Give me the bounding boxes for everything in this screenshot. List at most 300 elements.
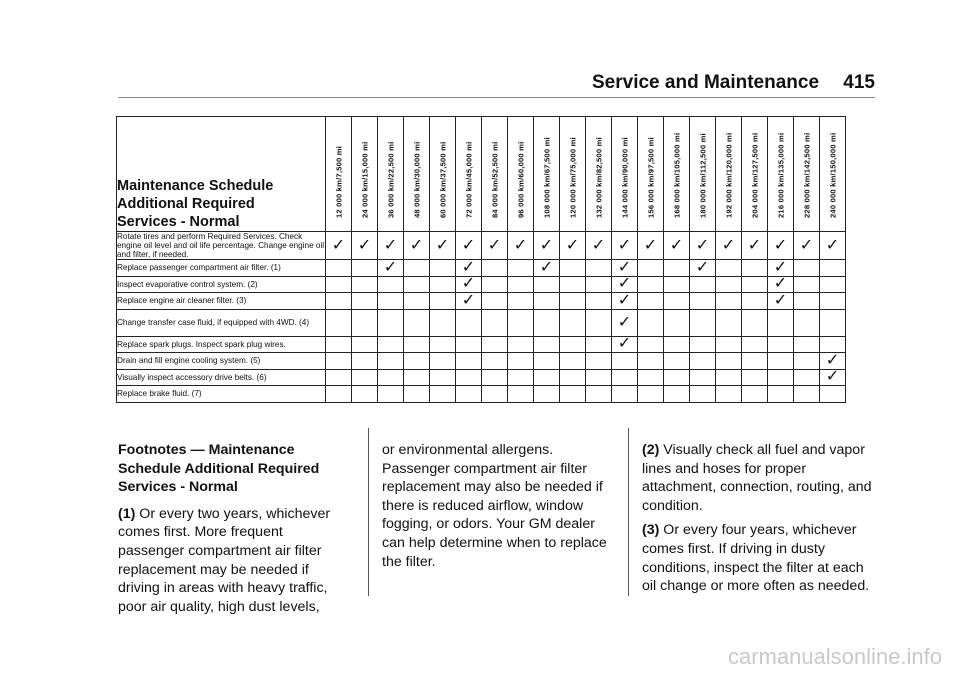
schedule-cell bbox=[612, 309, 638, 336]
interval-column-header bbox=[716, 117, 742, 232]
schedule-cell bbox=[768, 369, 794, 386]
interval-column-header bbox=[378, 117, 404, 232]
schedule-cell bbox=[664, 386, 690, 403]
interval-label: 96 000 km/60,000 mi bbox=[516, 141, 525, 218]
schedule-cell bbox=[586, 369, 612, 386]
interval-column-header bbox=[794, 117, 820, 232]
schedule-cell bbox=[430, 260, 456, 277]
service-item: Rotate tires and perform Required Services. Check engine oil level and oil life percentage. Change engine oil and filter, if needed. bbox=[117, 232, 325, 259]
schedule-cell bbox=[768, 232, 794, 260]
schedule-cell bbox=[742, 276, 768, 293]
check-icon: ✓ bbox=[487, 236, 502, 254]
schedule-cell bbox=[638, 386, 664, 403]
schedule-cell bbox=[456, 260, 482, 277]
table-row bbox=[117, 293, 846, 310]
schedule-cell bbox=[742, 369, 768, 386]
footnotes-column-1 bbox=[118, 441, 350, 622]
schedule-cell bbox=[404, 369, 430, 386]
schedule-cell bbox=[820, 336, 846, 353]
interval-label: 228 000 km/142,500 mi bbox=[802, 132, 811, 218]
schedule-cell bbox=[560, 336, 586, 353]
interval-column-header bbox=[690, 117, 716, 232]
service-item: Replace passenger compartment air filter. (1) bbox=[117, 260, 326, 277]
schedule-cell bbox=[430, 336, 456, 353]
schedule-cell bbox=[326, 353, 352, 370]
schedule-cell bbox=[508, 232, 534, 260]
interval-label: 84 000 km/52,500 mi bbox=[490, 141, 499, 218]
header-rule bbox=[118, 97, 875, 98]
schedule-cell bbox=[404, 353, 430, 370]
table-heading-line: Maintenance Schedule bbox=[117, 178, 274, 194]
schedule-cell bbox=[404, 293, 430, 310]
check-icon: ✓ bbox=[539, 236, 554, 254]
schedule-cell bbox=[794, 293, 820, 310]
check-icon: ✓ bbox=[825, 368, 840, 386]
schedule-cell bbox=[690, 369, 716, 386]
schedule-cell bbox=[742, 386, 768, 403]
schedule-cell bbox=[404, 386, 430, 403]
schedule-cell bbox=[326, 369, 352, 386]
schedule-cell bbox=[716, 369, 742, 386]
check-icon: ✓ bbox=[773, 291, 788, 309]
schedule-cell bbox=[378, 336, 404, 353]
schedule-cell bbox=[612, 232, 638, 260]
schedule-cell bbox=[456, 386, 482, 403]
table-row bbox=[117, 232, 846, 260]
table-heading-line: Additional Required bbox=[117, 196, 255, 212]
schedule-cell bbox=[586, 336, 612, 353]
schedule-cell bbox=[352, 276, 378, 293]
schedule-cell bbox=[508, 309, 534, 336]
schedule-cell bbox=[690, 232, 716, 260]
schedule-cell bbox=[690, 386, 716, 403]
column-divider bbox=[628, 428, 629, 596]
schedule-cell bbox=[560, 260, 586, 277]
interval-column-header bbox=[404, 117, 430, 232]
schedule-cell bbox=[404, 276, 430, 293]
schedule-cell bbox=[664, 232, 690, 260]
check-icon: ✓ bbox=[825, 351, 840, 369]
schedule-cell bbox=[378, 260, 404, 277]
schedule-cell bbox=[664, 293, 690, 310]
service-item: Replace brake fluid. (7) bbox=[117, 386, 326, 403]
schedule-cell bbox=[352, 386, 378, 403]
schedule-cell bbox=[482, 309, 508, 336]
schedule-cell bbox=[716, 336, 742, 353]
schedule-cell bbox=[768, 386, 794, 403]
schedule-cell bbox=[586, 293, 612, 310]
schedule-cell bbox=[378, 309, 404, 336]
schedule-cell bbox=[664, 260, 690, 277]
schedule-cell bbox=[768, 260, 794, 277]
footnotes-column-2 bbox=[382, 441, 614, 577]
interval-column-header bbox=[560, 117, 586, 232]
schedule-cell bbox=[742, 232, 768, 260]
schedule-cell bbox=[664, 353, 690, 370]
schedule-cell bbox=[612, 353, 638, 370]
schedule-cell bbox=[404, 260, 430, 277]
table-heading-line: Services - Normal bbox=[117, 214, 240, 230]
schedule-cell bbox=[352, 309, 378, 336]
schedule-cell bbox=[560, 369, 586, 386]
service-item: Drain and fill engine cooling system. (5) bbox=[117, 353, 326, 370]
schedule-cell bbox=[326, 276, 352, 293]
schedule-cell bbox=[352, 260, 378, 277]
service-item: Replace spark plugs. Inspect spark plug wires. bbox=[117, 336, 326, 353]
schedule-cell bbox=[612, 293, 638, 310]
schedule-cell bbox=[586, 353, 612, 370]
schedule-cell bbox=[638, 293, 664, 310]
schedule-cell bbox=[534, 293, 560, 310]
check-icon: ✓ bbox=[669, 236, 684, 254]
schedule-cell bbox=[482, 260, 508, 277]
schedule-cell bbox=[820, 353, 846, 370]
schedule-cell bbox=[794, 232, 820, 260]
table-heading bbox=[117, 117, 326, 232]
schedule-cell bbox=[534, 336, 560, 353]
schedule-cell bbox=[430, 293, 456, 310]
schedule-cell bbox=[742, 309, 768, 336]
check-icon: ✓ bbox=[773, 236, 788, 254]
schedule-cell bbox=[456, 232, 482, 260]
schedule-cell bbox=[508, 336, 534, 353]
check-icon: ✓ bbox=[617, 275, 632, 293]
table-row bbox=[117, 260, 846, 277]
footnote-3-label: (3) bbox=[642, 522, 660, 539]
schedule-cell bbox=[560, 232, 586, 260]
interval-label: 216 000 km/135,000 mi bbox=[776, 132, 785, 218]
schedule-cell bbox=[326, 386, 352, 403]
footnotes-title: Footnotes — Maintenance Schedule Additional Required Services - Normal bbox=[118, 442, 320, 496]
schedule-cell bbox=[404, 232, 430, 260]
schedule-cell bbox=[430, 309, 456, 336]
service-item: Replace engine air cleaner filter. (3) bbox=[117, 293, 326, 310]
schedule-cell bbox=[794, 276, 820, 293]
service-item: Visually inspect accessory drive belts. (6) bbox=[117, 369, 326, 386]
schedule-cell bbox=[534, 386, 560, 403]
footnote-3-text: Or every four years, whichever comes first. If driving in dusty conditions, inspect the filter at each oil change or more often as needed. bbox=[642, 522, 870, 595]
check-icon: ✓ bbox=[695, 258, 710, 276]
schedule-cell bbox=[534, 309, 560, 336]
schedule-cell bbox=[378, 386, 404, 403]
interval-label: 60 000 km/37,500 mi bbox=[438, 141, 447, 218]
check-icon: ✓ bbox=[539, 258, 554, 276]
interval-column-header bbox=[482, 117, 508, 232]
schedule-cell bbox=[742, 336, 768, 353]
schedule-cell bbox=[638, 232, 664, 260]
footnotes-column-3 bbox=[642, 441, 878, 602]
page-number: 415 bbox=[843, 72, 875, 93]
schedule-cell bbox=[716, 260, 742, 277]
interval-label: 24 000 km/15,000 mi bbox=[360, 141, 369, 218]
schedule-cell bbox=[664, 309, 690, 336]
schedule-cell bbox=[560, 386, 586, 403]
check-icon: ✓ bbox=[357, 236, 372, 254]
interval-column-header bbox=[352, 117, 378, 232]
schedule-cell bbox=[456, 353, 482, 370]
schedule-cell bbox=[820, 309, 846, 336]
interval-column-header bbox=[820, 117, 846, 232]
footnote-1 bbox=[118, 505, 350, 617]
footnote-3 bbox=[642, 521, 878, 595]
interval-label: 12 000 km/7,500 mi bbox=[334, 146, 343, 218]
schedule-cell bbox=[482, 276, 508, 293]
schedule-cell bbox=[482, 293, 508, 310]
footnote-1-label: (1) bbox=[118, 505, 136, 522]
schedule-cell bbox=[508, 260, 534, 277]
interval-column-header bbox=[638, 117, 664, 232]
schedule-cell bbox=[612, 260, 638, 277]
schedule-cell bbox=[456, 276, 482, 293]
schedule-cell bbox=[716, 293, 742, 310]
schedule-cell bbox=[586, 260, 612, 277]
schedule-cell bbox=[430, 276, 456, 293]
schedule-cell bbox=[326, 260, 352, 277]
schedule-cell bbox=[768, 293, 794, 310]
interval-label: 180 000 km/112,500 mi bbox=[698, 133, 707, 218]
schedule-cell bbox=[352, 232, 378, 260]
schedule-cell bbox=[456, 293, 482, 310]
check-icon: ✓ bbox=[383, 236, 398, 254]
interval-column-header bbox=[612, 117, 638, 232]
schedule-cell bbox=[352, 353, 378, 370]
check-icon: ✓ bbox=[643, 236, 658, 254]
footnote-2-label: (2) bbox=[642, 442, 660, 458]
schedule-cell bbox=[794, 260, 820, 277]
schedule-cell bbox=[378, 232, 404, 260]
interval-label: 36 000 km/22,500 mi bbox=[386, 141, 395, 218]
schedule-cell bbox=[690, 293, 716, 310]
schedule-cell bbox=[638, 260, 664, 277]
schedule-cell bbox=[482, 232, 508, 260]
footnote-1-continued: or environmental allergens. Passenger compartment air filter replacement may also be needed if there is reduced airflow, window fogging, or odors. Your GM dealer can help determine when to replace the filter. bbox=[382, 442, 607, 570]
schedule-cell bbox=[716, 309, 742, 336]
table-row bbox=[117, 309, 846, 336]
schedule-cell bbox=[560, 309, 586, 336]
check-icon: ✓ bbox=[799, 236, 814, 254]
schedule-cell bbox=[638, 353, 664, 370]
check-icon: ✓ bbox=[617, 313, 632, 331]
table-row bbox=[117, 369, 846, 386]
schedule-cell bbox=[742, 353, 768, 370]
check-icon: ✓ bbox=[513, 236, 528, 254]
schedule-cell bbox=[820, 369, 846, 386]
watermark: carmanualsonline.info bbox=[727, 644, 942, 669]
schedule-cell bbox=[534, 276, 560, 293]
schedule-cell bbox=[508, 276, 534, 293]
interval-column-header bbox=[430, 117, 456, 232]
schedule-cell bbox=[482, 369, 508, 386]
check-icon: ✓ bbox=[409, 236, 424, 254]
schedule-cell bbox=[768, 309, 794, 336]
interval-column-header bbox=[742, 117, 768, 232]
schedule-cell bbox=[430, 353, 456, 370]
service-item: Change transfer case fluid, if equipped with 4WD. (4) bbox=[117, 309, 326, 336]
schedule-cell bbox=[482, 336, 508, 353]
schedule-cell bbox=[560, 293, 586, 310]
schedule-cell bbox=[326, 336, 352, 353]
interval-column-header bbox=[664, 117, 690, 232]
schedule-cell bbox=[352, 336, 378, 353]
schedule-cell bbox=[612, 276, 638, 293]
check-icon: ✓ bbox=[591, 236, 606, 254]
schedule-cell bbox=[820, 293, 846, 310]
schedule-cell bbox=[456, 309, 482, 336]
schedule-cell bbox=[430, 386, 456, 403]
schedule-cell bbox=[534, 353, 560, 370]
interval-label: 204 000 km/127,500 mi bbox=[750, 132, 759, 218]
table-row bbox=[117, 353, 846, 370]
section-title: Service and Maintenance bbox=[592, 72, 820, 93]
interval-label: 48 000 km/30,000 mi bbox=[412, 141, 421, 218]
schedule-cell bbox=[404, 336, 430, 353]
interval-label: 240 000 km/150,000 mi bbox=[828, 132, 837, 218]
schedule-cell bbox=[794, 353, 820, 370]
schedule-cell bbox=[690, 353, 716, 370]
schedule-cell bbox=[378, 293, 404, 310]
schedule-cell bbox=[820, 386, 846, 403]
schedule-cell bbox=[820, 276, 846, 293]
schedule-cell bbox=[378, 369, 404, 386]
schedule-cell bbox=[794, 309, 820, 336]
schedule-cell bbox=[534, 232, 560, 260]
interval-label: 108 000 km/67,500 mi bbox=[542, 137, 551, 218]
check-icon: ✓ bbox=[617, 335, 632, 353]
schedule-cell bbox=[534, 369, 560, 386]
interval-column-header bbox=[586, 117, 612, 232]
interval-column-header bbox=[326, 117, 352, 232]
schedule-cell bbox=[508, 353, 534, 370]
schedule-cell bbox=[716, 276, 742, 293]
check-icon: ✓ bbox=[825, 236, 840, 254]
check-icon: ✓ bbox=[617, 236, 632, 254]
schedule-cell bbox=[560, 276, 586, 293]
footnote-1-text: Or every two years, whichever comes first. More frequent passenger compartment air filter replacement may be needed if driving in areas with heavy traffic, poor air quality, high dust levels, bbox=[118, 505, 331, 615]
interval-label: 168 000 km/105,000 mi bbox=[672, 132, 681, 218]
page-header bbox=[592, 72, 875, 94]
schedule-cell bbox=[430, 232, 456, 260]
schedule-cell bbox=[690, 260, 716, 277]
schedule-cell bbox=[820, 232, 846, 260]
schedule-cell bbox=[716, 353, 742, 370]
column-divider bbox=[368, 428, 369, 596]
check-icon: ✓ bbox=[721, 236, 736, 254]
schedule-cell bbox=[664, 276, 690, 293]
service-item: Inspect evaporative control system. (2) bbox=[117, 276, 326, 293]
schedule-cell bbox=[586, 309, 612, 336]
schedule-cell bbox=[482, 353, 508, 370]
schedule-cell bbox=[664, 336, 690, 353]
schedule-cell bbox=[430, 369, 456, 386]
schedule-cell bbox=[638, 336, 664, 353]
schedule-cell bbox=[586, 276, 612, 293]
check-icon: ✓ bbox=[773, 258, 788, 276]
schedule-cell bbox=[508, 369, 534, 386]
footnote-2-text: Visually check all fuel and vapor lines and hoses for proper attachment, connection, routing, and condition. bbox=[642, 442, 872, 514]
interval-label: 120 000 km/75,000 mi bbox=[568, 137, 577, 218]
schedule-cell bbox=[586, 386, 612, 403]
schedule-cell bbox=[378, 276, 404, 293]
schedule-cell bbox=[378, 353, 404, 370]
schedule-cell bbox=[638, 276, 664, 293]
interval-label: 144 000 km/90,000 mi bbox=[620, 137, 629, 218]
schedule-cell bbox=[456, 369, 482, 386]
schedule-cell bbox=[612, 336, 638, 353]
schedule-cell bbox=[508, 386, 534, 403]
schedule-cell bbox=[638, 309, 664, 336]
schedule-cell bbox=[612, 386, 638, 403]
schedule-cell bbox=[404, 309, 430, 336]
schedule-cell bbox=[716, 386, 742, 403]
schedule-cell bbox=[742, 293, 768, 310]
check-icon: ✓ bbox=[461, 291, 476, 309]
interval-label: 132 000 km/82,500 mi bbox=[594, 137, 603, 218]
schedule-cell bbox=[690, 276, 716, 293]
check-icon: ✓ bbox=[565, 236, 580, 254]
schedule-cell bbox=[794, 369, 820, 386]
schedule-cell bbox=[768, 353, 794, 370]
schedule-cell bbox=[456, 336, 482, 353]
maintenance-schedule-table bbox=[116, 116, 846, 403]
schedule-cell bbox=[560, 353, 586, 370]
table-row bbox=[117, 276, 846, 293]
check-icon: ✓ bbox=[773, 275, 788, 293]
table-header-row bbox=[117, 117, 846, 232]
schedule-cell bbox=[326, 309, 352, 336]
check-icon: ✓ bbox=[331, 236, 346, 254]
schedule-cell bbox=[586, 232, 612, 260]
schedule-cell bbox=[352, 293, 378, 310]
interval-label: 156 000 km/97,500 mi bbox=[646, 137, 655, 218]
interval-column-header bbox=[456, 117, 482, 232]
interval-column-header bbox=[508, 117, 534, 232]
footnote-2 bbox=[642, 441, 878, 515]
check-icon: ✓ bbox=[461, 258, 476, 276]
check-icon: ✓ bbox=[617, 258, 632, 276]
schedule-cell bbox=[664, 369, 690, 386]
schedule-cell bbox=[768, 336, 794, 353]
schedule-cell bbox=[742, 260, 768, 277]
schedule-cell bbox=[690, 336, 716, 353]
interval-column-header bbox=[768, 117, 794, 232]
check-icon: ✓ bbox=[461, 236, 476, 254]
schedule-cell bbox=[690, 309, 716, 336]
schedule-cell bbox=[794, 336, 820, 353]
interval-column-header bbox=[534, 117, 560, 232]
schedule-cell bbox=[638, 369, 664, 386]
check-icon: ✓ bbox=[695, 236, 710, 254]
schedule-cell bbox=[326, 232, 352, 260]
schedule-cell bbox=[768, 276, 794, 293]
schedule-cell bbox=[716, 232, 742, 260]
check-icon: ✓ bbox=[617, 291, 632, 309]
schedule-cell bbox=[508, 293, 534, 310]
schedule-cell bbox=[794, 386, 820, 403]
schedule-cell bbox=[326, 293, 352, 310]
schedule-cell bbox=[612, 369, 638, 386]
table-row bbox=[117, 336, 846, 353]
table-row bbox=[117, 386, 846, 403]
schedule-cell bbox=[482, 386, 508, 403]
interval-label: 72 000 km/45,000 mi bbox=[464, 141, 473, 218]
schedule-cell bbox=[820, 260, 846, 277]
check-icon: ✓ bbox=[747, 236, 762, 254]
schedule-cell bbox=[352, 369, 378, 386]
check-icon: ✓ bbox=[461, 275, 476, 293]
check-icon: ✓ bbox=[383, 258, 398, 276]
check-icon: ✓ bbox=[435, 236, 450, 254]
interval-label: 192 000 km/120,000 mi bbox=[724, 132, 733, 218]
